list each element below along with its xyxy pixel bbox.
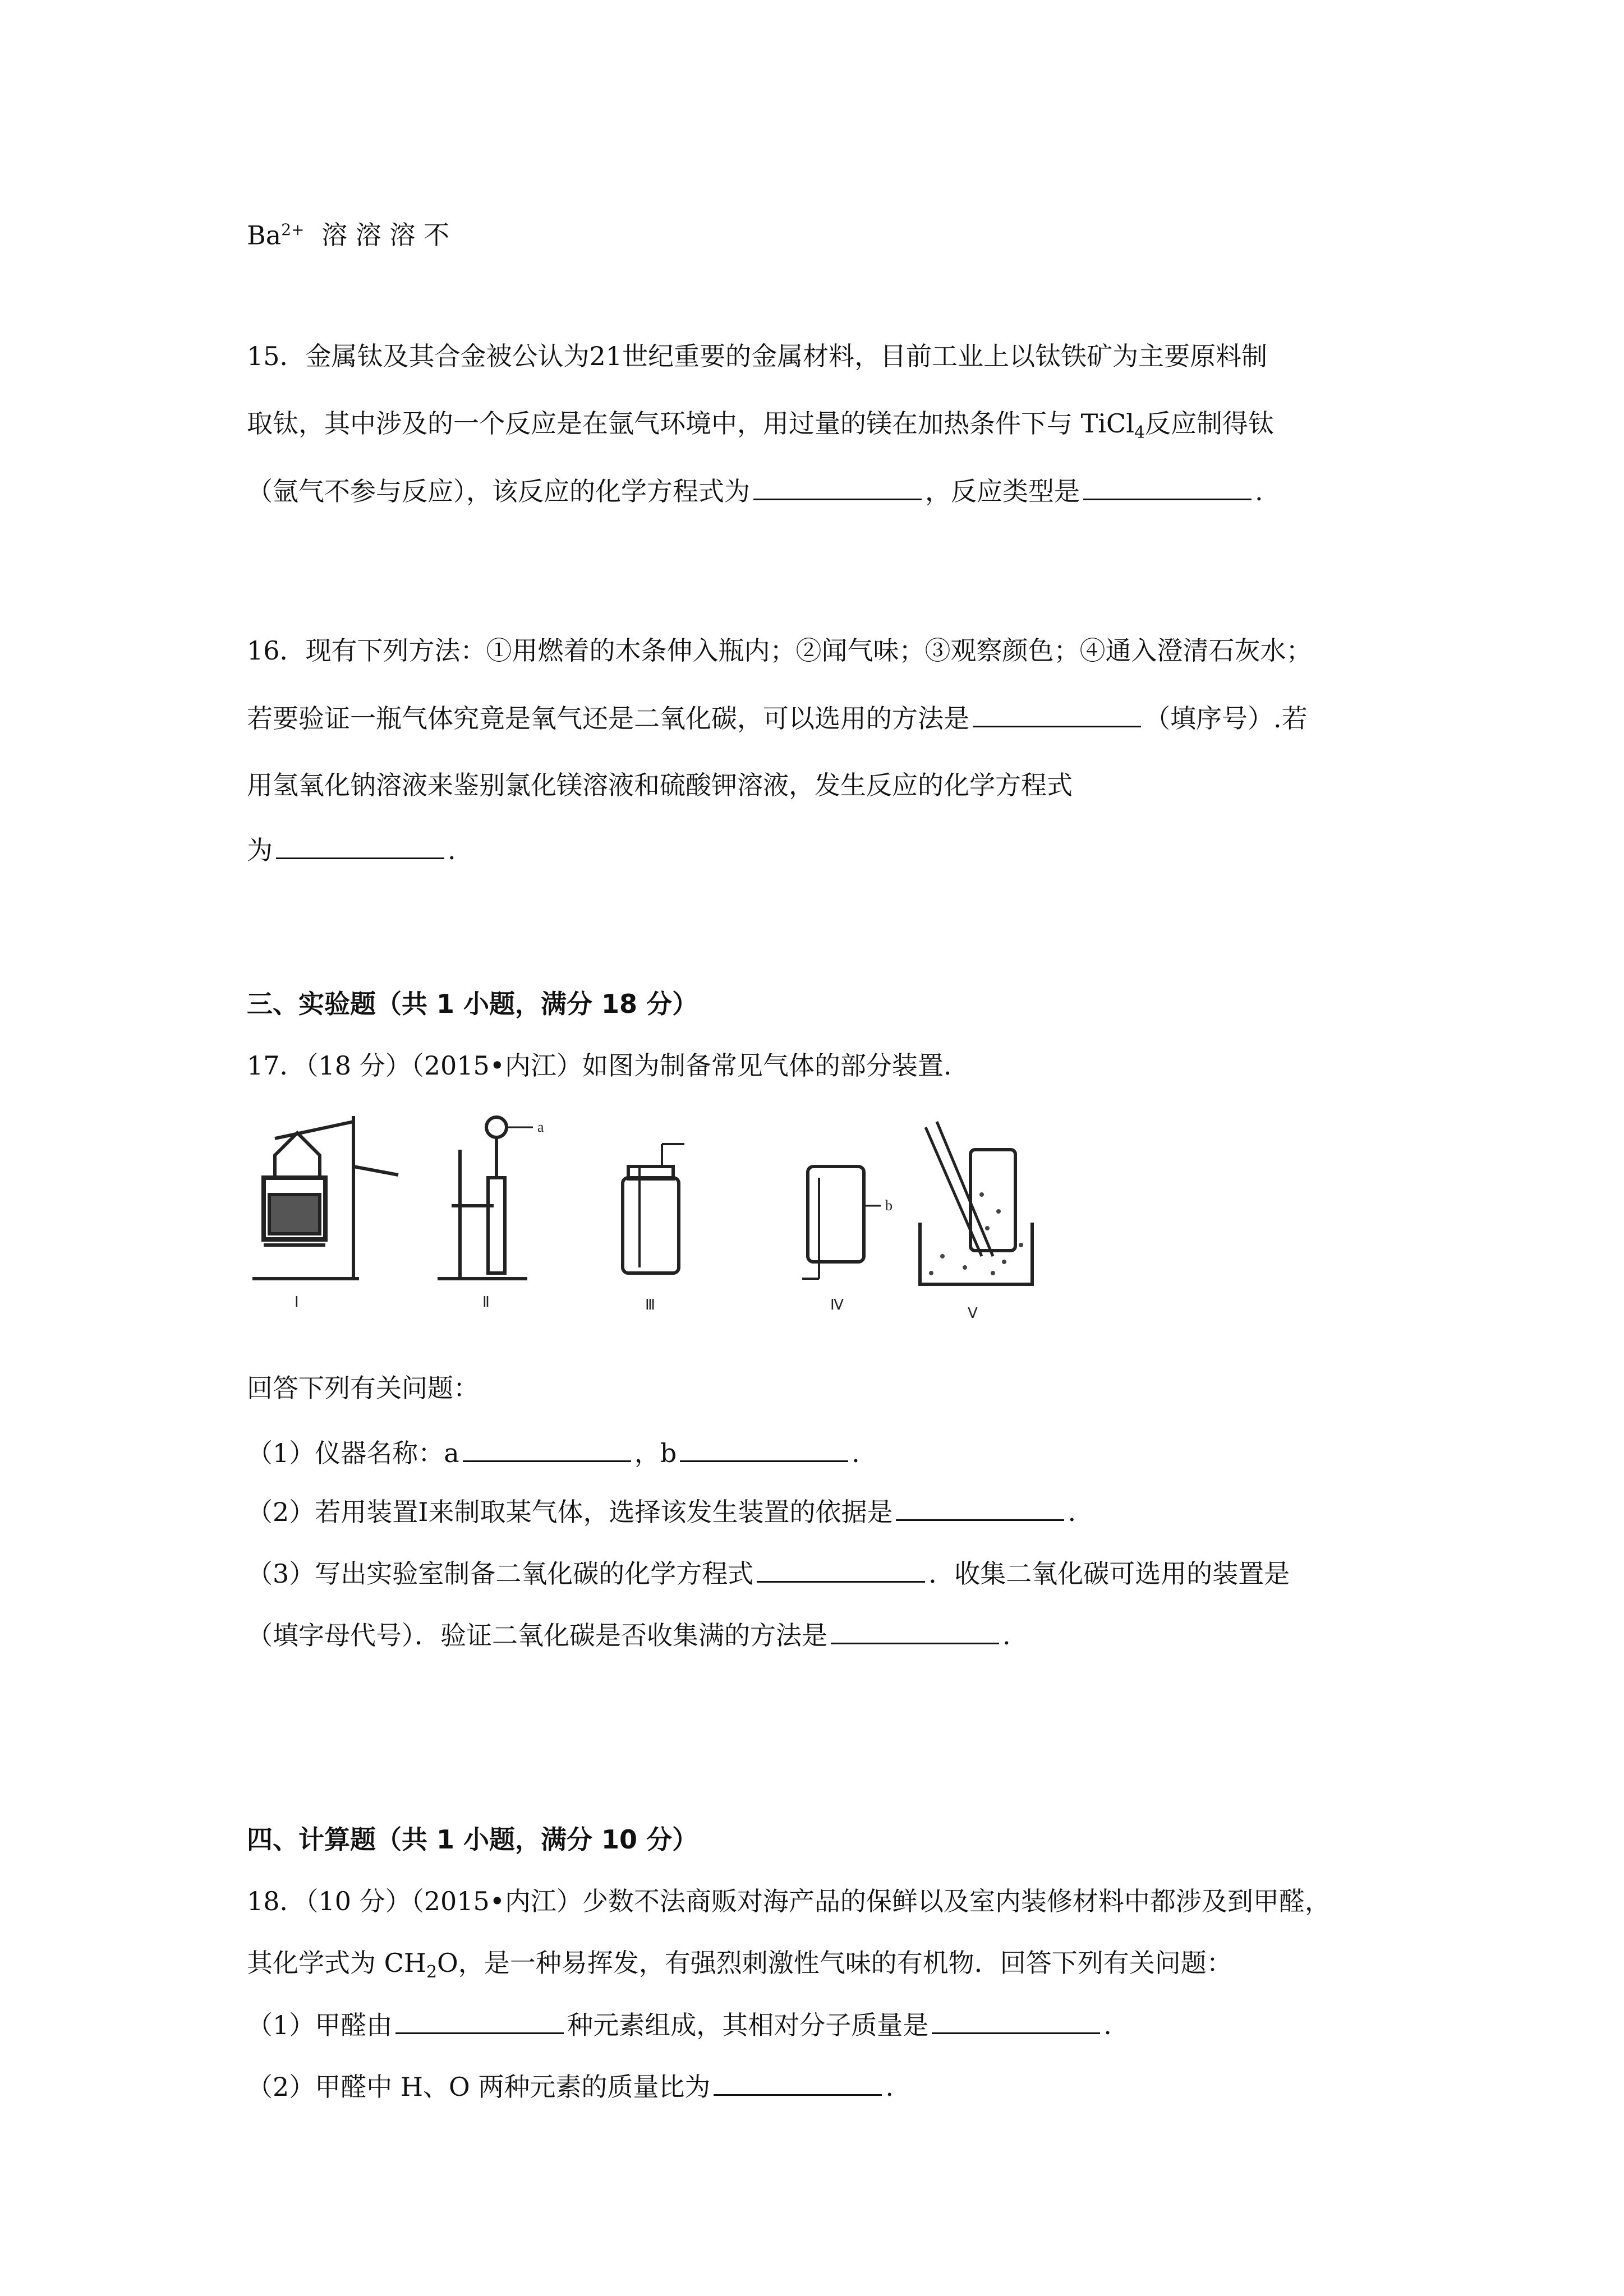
q18-line2: [247, 1946, 1232, 1989]
q15-line1: 15．金属钛及其合金被公认为21世纪重要的金属材料，目前工业上以钛铁矿为主要原料制: [247, 341, 1268, 371]
q17-stem: 17．（18 分）（2015•内江）如图为制备常见气体的部分装置.: [247, 1050, 952, 1081]
q18-p1-b: 种元素组成，其相对分子质量是: [567, 2010, 929, 2040]
q17-part2: [247, 1495, 1076, 1529]
q17-p1-c: .: [852, 1438, 860, 1468]
section-heading-calculation: 四、计算题（共 1 小题，满分 10 分）: [247, 1824, 698, 1855]
apparatus-II: [438, 1117, 533, 1279]
apparatus-III: [623, 1144, 684, 1273]
label-I: Ⅰ: [295, 1294, 299, 1310]
apparatus-V: [920, 1122, 1032, 1284]
q18-part2: [247, 2069, 894, 2104]
answer-blank[interactable]: [1083, 474, 1252, 500]
answer-blank[interactable]: [463, 1436, 631, 1462]
label-II: Ⅱ: [482, 1294, 490, 1310]
answer-blank[interactable]: [973, 701, 1141, 727]
q15-line2: [247, 407, 1274, 450]
answer-blank[interactable]: [831, 1618, 999, 1644]
q17-p3-a: （3）写出实验室制备二氧化碳的化学方程式: [247, 1559, 754, 1589]
q16-line1: 16．现有下列方法：①用燃着的木条伸入瓶内；②闻气味；③观察颜色；④通入澄清石灰水；: [247, 635, 1312, 666]
answer-blank[interactable]: [276, 833, 444, 859]
q17-p3-c: （填字母代号）．验证二氧化碳是否收集满的方法是: [247, 1620, 827, 1650]
section-heading-experiment: 三、实验题（共 1 小题，满分 18 分）: [247, 989, 698, 1019]
solubility-cells: 溶 溶 溶 不: [321, 220, 450, 251]
q16-line4-a: 为: [247, 835, 273, 865]
answer-blank[interactable]: [714, 2069, 882, 2096]
q15-line3-b: ，反应类型是: [925, 476, 1080, 506]
answer-blank[interactable]: [757, 1556, 925, 1583]
q17-p1-a: （1）仪器名称：a: [247, 1438, 459, 1468]
q17-p2-a: （2）若用装置Ⅰ来制取某气体，选择该发生装置的依据是: [247, 1497, 893, 1527]
ion-charge: 2+: [281, 220, 305, 239]
q15-line3-c: .: [1255, 476, 1263, 506]
answer-blank[interactable]: [896, 1495, 1064, 1521]
q17-part3-cont: [247, 1618, 1011, 1652]
apparatus-I: [252, 1116, 398, 1279]
q17-p3-b: ．收集二氧化碳可选用的装置是: [928, 1559, 1290, 1589]
q16-line3: 用氢氧化钠溶液来鉴别氯化镁溶液和硫酸钾溶液，发生反应的化学方程式: [247, 770, 1073, 800]
answer-blank[interactable]: [932, 2008, 1100, 2034]
q17-part3: [247, 1556, 1290, 1590]
q15-line3: [247, 474, 1263, 508]
q18-p2-b: .: [885, 2072, 894, 2102]
q18-line2-b: O，是一种易挥发，有强烈刺激性气味的有机物．回答下列有关问题：: [437, 1948, 1232, 1978]
answer-blank[interactable]: [753, 474, 922, 500]
q16-line4: [247, 833, 456, 867]
q15-line2-a: 取钛，其中涉及的一个反应是在氩气环境中，用过量的镁在加热条件下与 TiCl: [247, 408, 1134, 439]
q18-p2-a: （2）甲醛中 H、O 两种元素的质量比为: [247, 2072, 711, 2102]
q17-part1: [247, 1436, 860, 1470]
q15-subscript: 4: [1134, 423, 1145, 443]
q15-line2-b: 反应制得钛: [1145, 408, 1275, 439]
label-a: a: [537, 1119, 544, 1135]
label-IV: Ⅳ: [830, 1297, 844, 1313]
ion-symbol: Ba: [247, 220, 282, 251]
answer-blank[interactable]: [680, 1436, 848, 1462]
q16-line4-b: .: [448, 835, 456, 865]
q17-prompt: 回答下列有关问题：: [247, 1373, 479, 1403]
q17-p3-d: .: [1002, 1620, 1011, 1650]
q18-part1: [247, 2008, 1112, 2042]
q16-line2-a: 若要验证一瓶气体究竟是氧气还是二氧化碳，可以选用的方法是: [247, 703, 969, 734]
label-III: Ⅲ: [645, 1297, 655, 1313]
q18-line1: 18．（10 分）（2015•内江）少数不法商贩对海产品的保鲜以及室内装修材料中都涉及到甲醛，: [247, 1886, 1331, 1916]
q17-p1-b: ，b: [634, 1438, 677, 1468]
label-b: b: [885, 1197, 892, 1214]
q18-line2-a: 其化学式为 CH: [247, 1948, 426, 1978]
q15-line3-a: （氩气不参与反应），该反应的化学方程式为: [247, 476, 750, 506]
q18-p1-c: .: [1103, 2010, 1112, 2040]
label-V: Ⅴ: [968, 1305, 978, 1321]
q18-subscript: 2: [426, 1962, 438, 1983]
solubility-row: [247, 213, 449, 252]
q17-p2-b: .: [1068, 1497, 1076, 1527]
q18-p1-a: （1）甲醛由: [247, 2010, 393, 2040]
q16-line2: [247, 701, 1308, 735]
q16-line2-b: （填序号）.若: [1144, 703, 1308, 734]
answer-blank[interactable]: [395, 2008, 564, 2034]
apparatus-figure: [241, 1094, 1195, 1329]
apparatus-IV: [802, 1167, 881, 1279]
